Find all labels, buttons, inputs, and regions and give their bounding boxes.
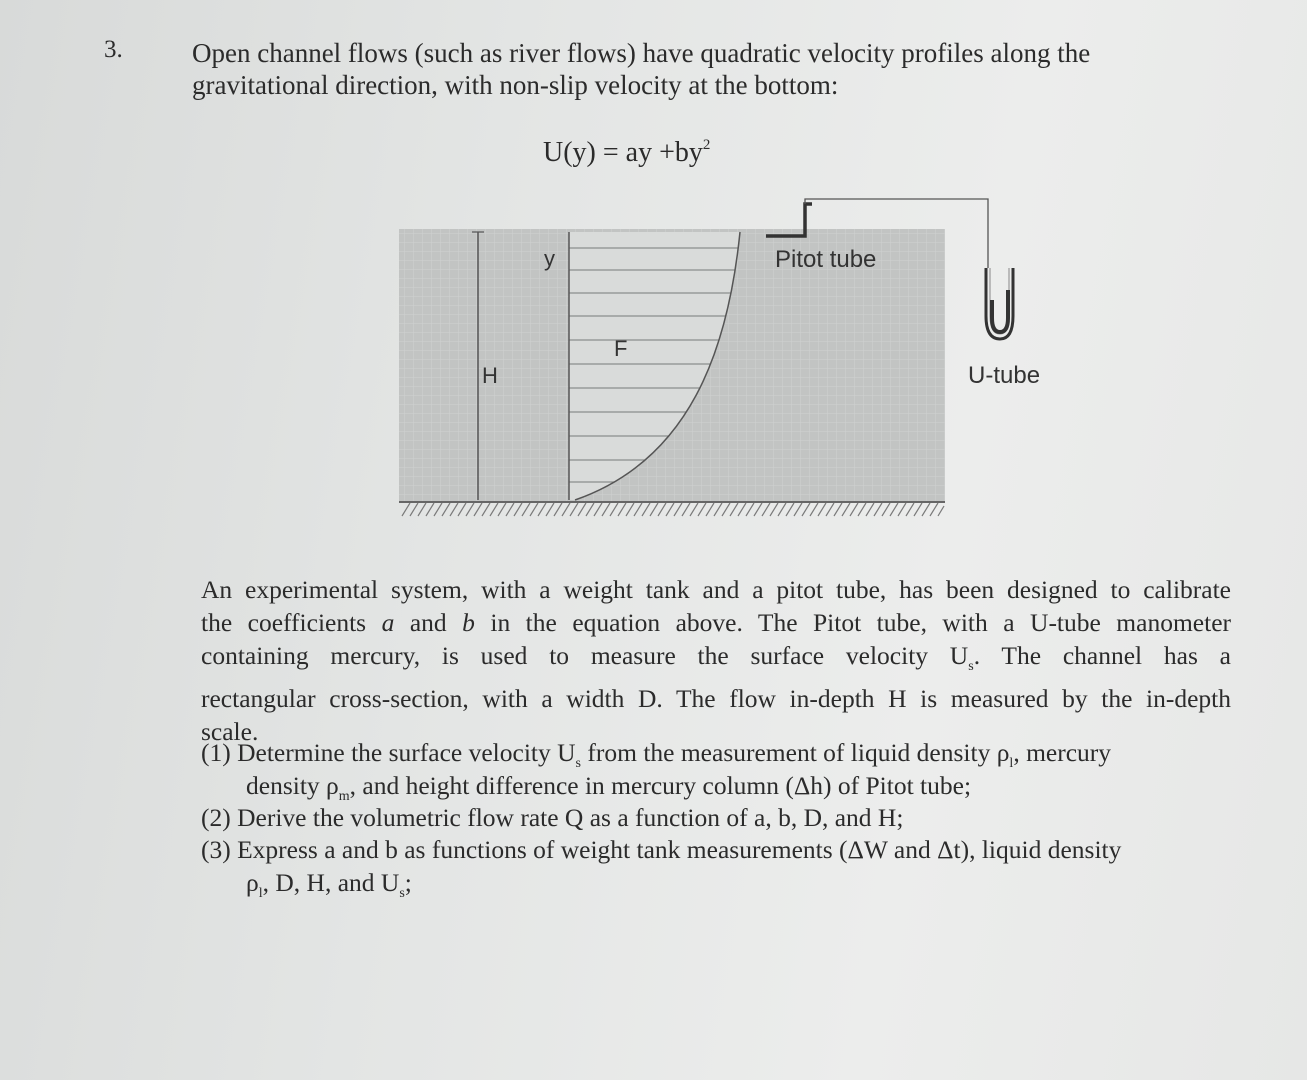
- equation-main: U(y) = ay +by: [543, 137, 703, 168]
- y-axis-label: y: [544, 246, 555, 271]
- item-2: (2) Derive the volumetric flow rate Q as a function of a, b, D, and H;: [201, 803, 904, 832]
- pitot-tube-label: Pitot tube: [775, 246, 877, 273]
- height-label: H: [482, 363, 498, 388]
- description-line: rectangular cross-section, with a width D. The flow in-depth H is measured by the in-depth: [201, 684, 1231, 714]
- mercury: [992, 290, 1008, 332]
- item-number: (3): [201, 835, 231, 864]
- profile-label: F: [614, 336, 628, 361]
- u-tube-label: U-tube: [968, 362, 1041, 389]
- item-1-cont: density $\rho_m$, and height difference in mercury column (Δh) of Pitot tube;: [246, 771, 972, 805]
- description-line: containing mercury, is used to measure the surface velocity $U_s$. The channel has a: [201, 640, 1231, 674]
- description-line: scale.: [201, 717, 259, 747]
- description: [201, 574, 1231, 749]
- item-number: (2): [201, 803, 231, 832]
- bottom-hatch: [402, 503, 944, 516]
- item-3: (3) Express a and b as functions of weight tank measurements (ΔW and Δt), liquid density: [201, 835, 1122, 864]
- intro-line: gravitational direction, with non-slip velocity at the bottom:: [192, 70, 839, 100]
- description-line: the coefficients a and b in the equation above. The Pitot tube, with a U-tube manometer: [201, 607, 1232, 637]
- item-number: (1): [201, 738, 231, 767]
- item-1: (1) Determine the surface velocity $U_s$ from the measurement of liquid density $\rho_l$, mercury: [201, 738, 1112, 772]
- item-3-cont: $\rho_l$, D, H, and $U_s$;: [246, 868, 412, 902]
- equation-superscript: 2: [702, 137, 711, 153]
- description-line: An experimental system, with a weight tank and a pitot tube, has been designed to calibrate: [201, 575, 1231, 604]
- intro-line: Open channel flows (such as river flows) have quadratic velocity profiles along the: [192, 38, 1091, 68]
- question-number: 3.: [104, 36, 123, 63]
